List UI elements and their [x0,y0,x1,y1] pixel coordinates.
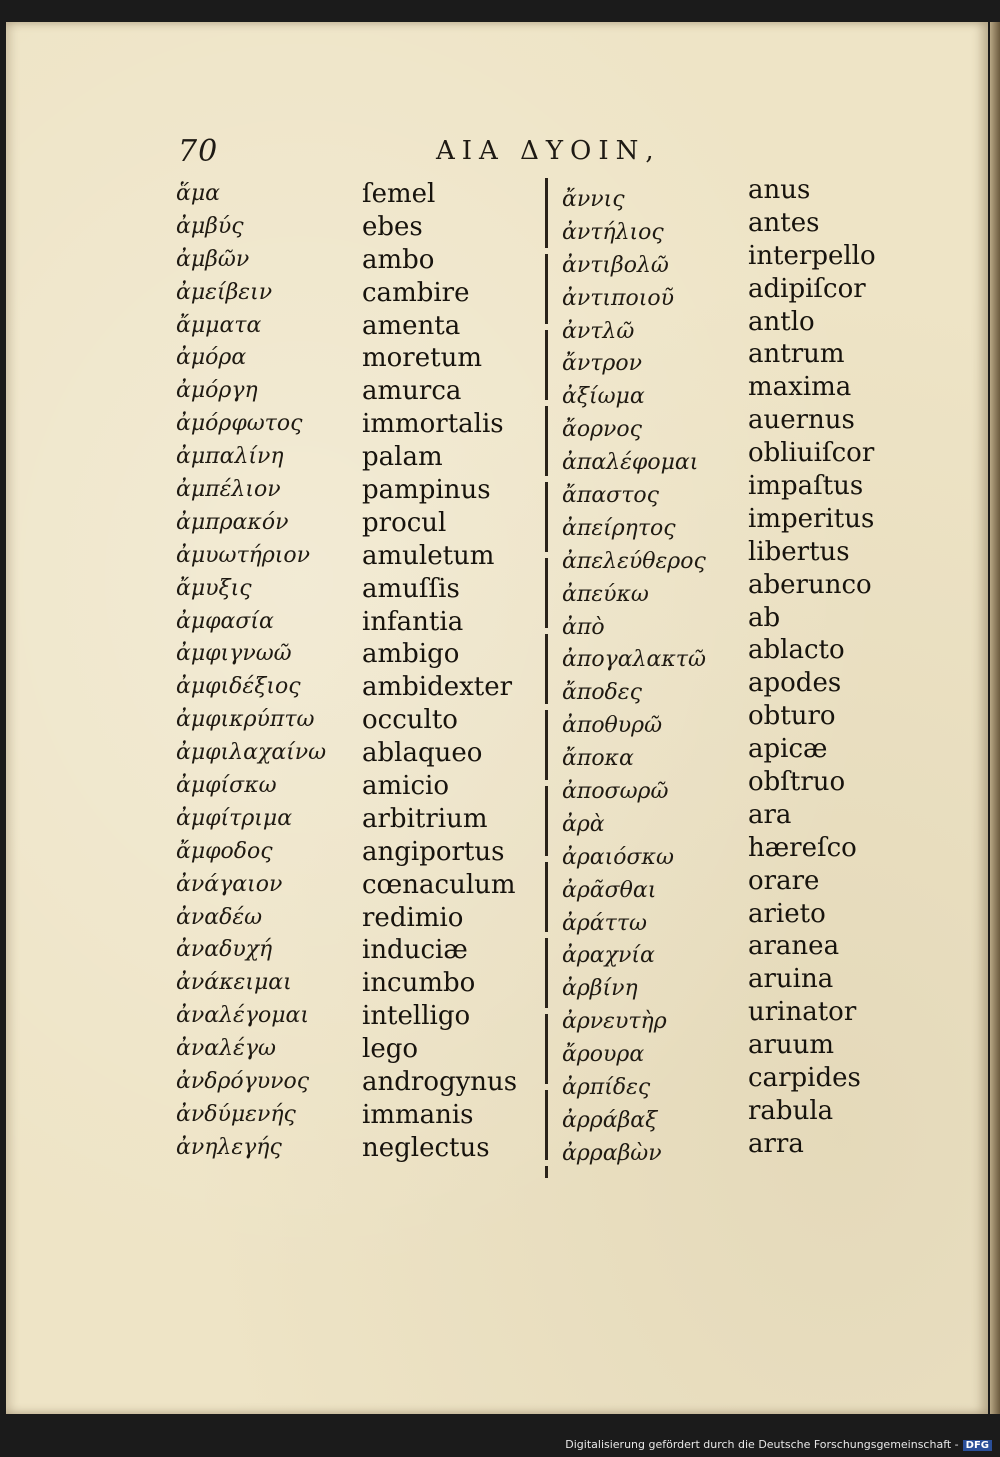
latin-gloss: redimio [362,902,464,933]
greek-headword: ἄντρον [562,351,642,377]
latin-gloss: interpello [748,240,876,271]
greek-headword: ἀναλέγομαι [176,1003,310,1029]
latin-gloss: obliuiſcor [748,438,875,469]
greek-headword: ἀμόρφωτος [176,411,303,437]
greek-headword: ἄποδες [562,680,642,706]
latin-gloss: ablacto [748,635,845,666]
greek-headword: ἀμφικρύπτω [176,707,315,733]
latin-gloss: adipiſcor [748,273,866,304]
latin-gloss: aruum [748,1030,835,1061]
greek-headword: ἀμόργη [176,378,258,404]
greek-headword: ἀντιβολῶ [562,252,669,278]
latin-gloss: induciæ [362,935,468,966]
greek-headword: ἀναδυχή [176,937,273,963]
greek-headword: ἄμυξις [176,575,252,601]
greek-headword: ἀρπίδες [562,1075,651,1101]
latin-gloss: arra [748,1128,804,1159]
greek-headword: ἄποκα [562,746,634,772]
greek-headword: ἀπὸ [562,614,605,640]
greek-headword: ἀμπαλίνη [176,444,284,470]
greek-headword: ἄμφοδος [176,838,273,864]
greek-headword: ἀμείβειν [176,279,273,305]
latin-gloss: obturo [748,701,836,732]
latin-gloss: hæreſco [748,832,857,863]
latin-gloss: ſemel [362,179,436,209]
greek-headword: ἀμφίσκω [176,773,277,799]
greek-headword: ἄμματα [176,312,262,338]
right-greek-column [562,184,706,1171]
greek-headword: ἀράττω [562,910,647,936]
greek-headword: ἀποσωρῶ [562,779,669,805]
latin-gloss: procul [362,507,447,538]
greek-headword: ἀπελεύθερος [562,548,706,574]
greek-headword: ἀμφασία [176,608,274,634]
greek-headword: ἀρνευτὴρ [562,1009,667,1035]
latin-gloss: amuſſis [362,573,460,604]
greek-headword: ἀνάκειμαι [176,970,292,996]
latin-gloss: ebes [362,211,423,242]
greek-headword: ἀμβῶν [176,246,250,272]
latin-gloss: amenta [362,310,461,341]
greek-headword: ἀνδρόγυνος [176,1069,310,1095]
latin-gloss: pampinus [362,475,491,506]
latin-gloss: incumbo [362,968,476,999]
credit-text: Digitalisierung gefördert durch die Deutsche Forschungsgemeinschaft - [565,1438,959,1451]
greek-headword: ἀρράβαξ [562,1107,658,1133]
latin-gloss: ambo [362,244,435,275]
latin-gloss: imperitus [748,503,875,534]
greek-headword: ἀναδέω [176,904,263,930]
greek-headword: ἀρβίνη [562,976,638,1002]
greek-headword: ἄννις [562,187,625,212]
greek-headword: ἄρουρα [562,1042,645,1068]
greek-headword: ἀνδύμενής [176,1101,296,1127]
greek-headword: ἄπαστος [562,483,659,509]
latin-gloss: occulto [362,705,458,736]
left-latin-column [362,178,517,1165]
latin-gloss: aruina [748,964,834,995]
latin-gloss: orare [748,865,820,896]
greek-headword: ἀπεύκω [562,581,649,607]
latin-gloss: moretum [362,343,482,374]
latin-gloss: immortalis [362,409,504,440]
latin-gloss: amuletum [362,540,495,571]
greek-headword: ἀνηλεγής [176,1134,282,1160]
greek-headword: ἀρραβὼν [562,1140,662,1166]
greek-headword: ἀξίωμα [562,384,645,410]
greek-headword: ἀμόρα [176,345,247,371]
greek-headword: ἀνάγαιον [176,871,283,897]
digitization-credit [565,1438,992,1451]
greek-headword: ἀμφιγνωῶ [176,641,292,667]
latin-gloss: libertus [748,536,850,567]
latin-gloss: ambigo [362,639,460,670]
latin-gloss: intelligo [362,1001,471,1032]
latin-gloss: rabula [748,1095,834,1126]
latin-gloss: amurca [362,376,462,407]
greek-headword: ἀπογαλακτῶ [562,647,706,673]
greek-headword: ἀντήλιος [562,219,664,245]
greek-headword: ἅμα [176,181,221,206]
greek-headword: ἀμπρακόν [176,509,289,535]
left-greek-column [176,178,326,1165]
latin-gloss: urinator [748,997,857,1028]
greek-headword: ἀμπέλιον [176,477,281,503]
greek-headword: ἀμυωτήριον [176,542,310,568]
latin-gloss: infantia [362,606,464,637]
latin-gloss: arbitrium [362,803,488,834]
greek-headword: ἀραιόσκω [562,844,674,870]
latin-gloss: impaſtus [748,471,864,502]
latin-gloss: maxima [748,372,852,403]
latin-gloss: ara [748,799,792,830]
latin-gloss: ab [748,602,781,633]
column-divider [545,178,548,1178]
latin-gloss: antrum [748,339,845,370]
latin-gloss: neglectus [362,1132,490,1163]
latin-gloss: antlo [748,306,815,337]
latin-gloss: androgynus [362,1067,518,1098]
latin-gloss: cambire [362,277,470,308]
latin-gloss: ablaqueo [362,738,483,769]
latin-gloss: immanis [362,1099,474,1130]
running-title: ΑΙΑ ΔΥΟΙΝ, [436,136,661,166]
latin-gloss: arieto [748,898,826,929]
latin-gloss: anus [748,175,811,205]
latin-gloss: palam [362,442,443,473]
greek-headword: ἀμβύς [176,213,244,239]
latin-gloss: ambidexter [362,672,513,703]
page-header [0,130,1000,170]
latin-gloss: antes [748,207,820,238]
latin-gloss: cœnaculum [362,869,516,900]
latin-gloss: auernus [748,405,855,436]
greek-headword: ἀρὰ [562,811,605,837]
latin-gloss: aberunco [748,569,872,600]
dfg-logo: DFG [963,1440,992,1451]
greek-headword: ἄορνος [562,417,642,443]
latin-gloss: amicio [362,771,450,802]
right-latin-column [748,174,876,1161]
greek-headword: ἀραχνία [562,943,655,969]
page-edge [990,22,1000,1414]
greek-headword: ἀποθυρῶ [562,713,663,739]
greek-headword: ἀμφίτριμα [176,805,293,831]
latin-gloss: apicæ [748,734,828,765]
latin-gloss: angiportus [362,836,505,867]
latin-gloss: lego [362,1034,418,1065]
greek-headword: ἀμφιλαχαίνω [176,740,327,766]
greek-headword: ἀμφιδέξιος [176,674,301,700]
greek-headword: ἀπαλέφομαι [562,450,699,476]
greek-headword: ἀρᾶσθαι [562,877,657,903]
greek-headword: ἀντλῶ [562,318,635,344]
latin-gloss: carpides [748,1063,861,1094]
page-number: 70 [178,134,219,169]
greek-headword: ἀναλέγω [176,1036,276,1062]
latin-gloss: aranea [748,931,840,962]
latin-gloss: apodes [748,668,842,699]
latin-gloss: obſtruo [748,767,846,798]
greek-headword: ἀντιποιοῦ [562,285,674,311]
greek-headword: ἀπείρητος [562,515,676,541]
